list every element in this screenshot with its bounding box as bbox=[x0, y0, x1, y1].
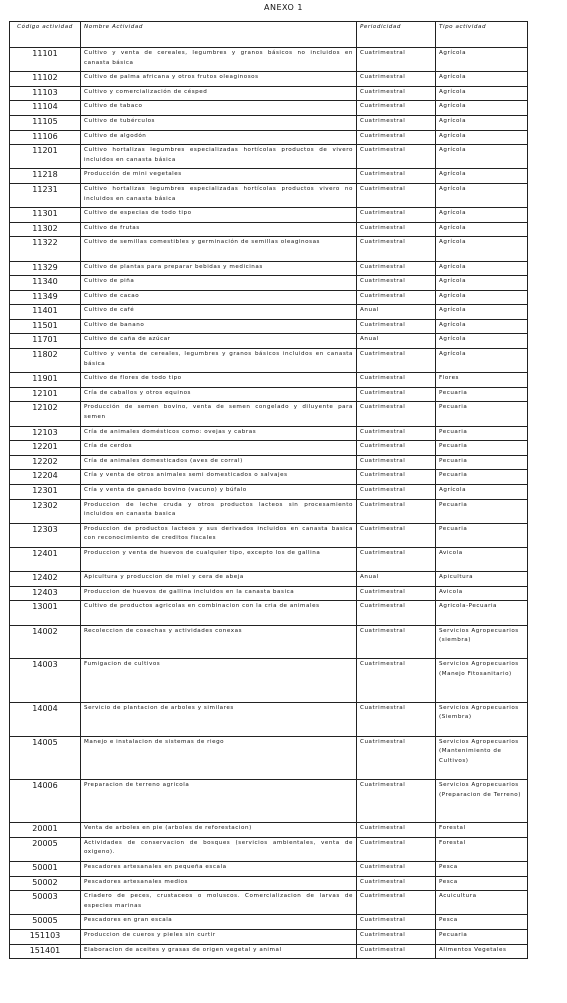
activity-name: Preparacion de terreno agricola bbox=[81, 779, 357, 822]
activity-period: Anual bbox=[357, 305, 436, 320]
activity-period: Cuatrimestral bbox=[357, 862, 436, 877]
table-row bbox=[10, 208, 528, 223]
activity-period: Cuatrimestral bbox=[357, 319, 436, 334]
table-row bbox=[10, 455, 528, 470]
activity-period: Cuatrimestral bbox=[357, 823, 436, 838]
activity-code: 11231 bbox=[10, 183, 81, 207]
table-row bbox=[10, 290, 528, 305]
table-row bbox=[10, 823, 528, 838]
activity-type: Pecuaria bbox=[436, 426, 528, 441]
activity-name: Pescadores en gran escala bbox=[81, 915, 357, 930]
activity-type: Agricola-Pecuaria bbox=[436, 601, 528, 625]
activity-code: 11101 bbox=[10, 48, 81, 72]
activity-name: Produccion de cueros y pieles sin curtir bbox=[81, 930, 357, 945]
activity-type: Agrícola bbox=[436, 305, 528, 320]
activity-code: 14002 bbox=[10, 625, 81, 659]
table-row bbox=[10, 876, 528, 891]
activity-type: Servicios Agropecuarios (Preparacion de Terreno) bbox=[436, 779, 528, 822]
activity-name: Produccion y venta de huevos de cualquier tipo, excepto los de gallina bbox=[81, 547, 357, 571]
activity-period: Cuatrimestral bbox=[357, 145, 436, 169]
activity-name: Elaboracion de aceites y grasas de origen vegetal y animal bbox=[81, 944, 357, 959]
activity-type: Agrícola bbox=[436, 334, 528, 349]
activity-name: Cría de cerdos bbox=[81, 441, 357, 456]
activity-period: Cuatrimestral bbox=[357, 891, 436, 915]
activity-code: 11329 bbox=[10, 261, 81, 276]
activity-type: Avicola bbox=[436, 586, 528, 601]
activity-type: Agrícola bbox=[436, 72, 528, 87]
table-row bbox=[10, 779, 528, 822]
activity-name: Actividades de conservacion de bosques (servicios ambientales, venta de oxigeno). bbox=[81, 837, 357, 861]
activity-name: Cultivo de plantas para preparar bebidas y medicinas bbox=[81, 261, 357, 276]
activity-name: Cultivo de palma africana y otros frutos oleaginosos bbox=[81, 72, 357, 87]
activity-period: Cuatrimestral bbox=[357, 601, 436, 625]
activity-name: Producción de semen bovino, venta de semen congelado y diluyente para semen bbox=[81, 402, 357, 426]
activity-name: Cría de caballos y otros equinos bbox=[81, 387, 357, 402]
activity-name: Cría de animales domésticos como: ovejas y cabras bbox=[81, 426, 357, 441]
activity-type: Forestal bbox=[436, 823, 528, 838]
activity-period: Cuatrimestral bbox=[357, 101, 436, 116]
activity-period: Cuatrimestral bbox=[357, 426, 436, 441]
activity-period: Cuatrimestral bbox=[357, 86, 436, 101]
activity-name: Cultivo y venta de cereales, legumbres y granos básicos incluidos en canasta básica bbox=[81, 349, 357, 373]
table-row bbox=[10, 48, 528, 72]
activity-code: 12201 bbox=[10, 441, 81, 456]
table-row bbox=[10, 625, 528, 659]
activity-period: Cuatrimestral bbox=[357, 387, 436, 402]
activity-period: Cuatrimestral bbox=[357, 48, 436, 72]
table-row bbox=[10, 402, 528, 426]
activity-code: 151401 bbox=[10, 944, 81, 959]
table-row bbox=[10, 101, 528, 116]
activity-type: Pecuaria bbox=[436, 455, 528, 470]
table-row bbox=[10, 944, 528, 959]
activity-type: Agrícola bbox=[436, 237, 528, 261]
activity-type: Pecuaria bbox=[436, 930, 528, 945]
activity-name: Cría y venta de otros animales semi domesticados o salvajes bbox=[81, 470, 357, 485]
activity-code: 11340 bbox=[10, 276, 81, 291]
activity-name: Manejo e instalacion de sistemas de riego bbox=[81, 736, 357, 779]
activity-type: Alimentos Vegetales bbox=[436, 944, 528, 959]
activity-period: Cuatrimestral bbox=[357, 402, 436, 426]
activity-code: 11401 bbox=[10, 305, 81, 320]
activity-period: Cuatrimestral bbox=[357, 373, 436, 388]
table-row bbox=[10, 547, 528, 571]
table-row bbox=[10, 183, 528, 207]
activity-code: 50002 bbox=[10, 876, 81, 891]
activity-type: Agrícola bbox=[436, 169, 528, 184]
activity-period: Cuatrimestral bbox=[357, 455, 436, 470]
activity-period: Cuatrimestral bbox=[357, 499, 436, 523]
table-row bbox=[10, 470, 528, 485]
table-row bbox=[10, 572, 528, 587]
activity-name: Cría y venta de ganado bovino (vacuno) y búfalo bbox=[81, 485, 357, 500]
activity-type: Pesca bbox=[436, 915, 528, 930]
activity-name: Criadero de peces, crustaceos o moluscos. Comercializacion de larvas de especies marinas bbox=[81, 891, 357, 915]
table-row bbox=[10, 276, 528, 291]
table-row bbox=[10, 305, 528, 320]
table-row bbox=[10, 601, 528, 625]
table-row bbox=[10, 441, 528, 456]
activity-code: 12402 bbox=[10, 572, 81, 587]
table-row bbox=[10, 523, 528, 547]
table-row bbox=[10, 659, 528, 702]
table-row bbox=[10, 145, 528, 169]
table-row bbox=[10, 426, 528, 441]
activity-code: 11501 bbox=[10, 319, 81, 334]
activity-period: Cuatrimestral bbox=[357, 261, 436, 276]
activity-code: 50001 bbox=[10, 862, 81, 877]
activity-period: Cuatrimestral bbox=[357, 659, 436, 702]
activity-type: Agrícola bbox=[436, 48, 528, 72]
activity-period: Cuatrimestral bbox=[357, 115, 436, 130]
table-row bbox=[10, 349, 528, 373]
activity-period: Cuatrimestral bbox=[357, 470, 436, 485]
table-row bbox=[10, 499, 528, 523]
activity-type: Pecuaria bbox=[436, 470, 528, 485]
activity-name: Cultivo de tabaco bbox=[81, 101, 357, 116]
activity-code: 14004 bbox=[10, 702, 81, 736]
activity-period: Cuatrimestral bbox=[357, 523, 436, 547]
activity-name: Fumigacion de cultivos bbox=[81, 659, 357, 702]
activity-code: 12202 bbox=[10, 455, 81, 470]
activity-type: Agrícola bbox=[436, 101, 528, 116]
activity-period: Cuatrimestral bbox=[357, 349, 436, 373]
activity-code: 11218 bbox=[10, 169, 81, 184]
activity-type: Acuicultura bbox=[436, 891, 528, 915]
activity-name: Recoleccion de cosechas y actividades conexas bbox=[81, 625, 357, 659]
activity-code: 12101 bbox=[10, 387, 81, 402]
header-code: Código actividad bbox=[10, 22, 81, 48]
activity-period: Cuatrimestral bbox=[357, 183, 436, 207]
activity-code: 11322 bbox=[10, 237, 81, 261]
table-row bbox=[10, 915, 528, 930]
activity-name: Cultivo de flores de todo tipo bbox=[81, 373, 357, 388]
activity-code: 12303 bbox=[10, 523, 81, 547]
table-header-row bbox=[10, 22, 528, 48]
activity-type: Servicios Agropecuarios (Siembra) bbox=[436, 702, 528, 736]
table-row bbox=[10, 891, 528, 915]
activity-type: Agrícola bbox=[436, 485, 528, 500]
activity-name: Cultivo de café bbox=[81, 305, 357, 320]
activity-period: Cuatrimestral bbox=[357, 837, 436, 861]
activity-code: 11103 bbox=[10, 86, 81, 101]
activity-code: 20005 bbox=[10, 837, 81, 861]
activity-type: Agrícola bbox=[436, 208, 528, 223]
activity-code: 11901 bbox=[10, 373, 81, 388]
activity-type: Agrícola bbox=[436, 349, 528, 373]
activity-name: Cultivo y venta de cereales, legumbres y granos básicos no incluidos en canasta básica bbox=[81, 48, 357, 72]
activity-period: Anual bbox=[357, 572, 436, 587]
activity-type: Forestal bbox=[436, 837, 528, 861]
table-row bbox=[10, 319, 528, 334]
activity-type: Pecuaria bbox=[436, 523, 528, 547]
table-row bbox=[10, 237, 528, 261]
activity-type: Pecuaria bbox=[436, 441, 528, 456]
activity-period: Cuatrimestral bbox=[357, 290, 436, 305]
activity-period: Cuatrimestral bbox=[357, 222, 436, 237]
activity-type: Pesca bbox=[436, 876, 528, 891]
activity-code: 12401 bbox=[10, 547, 81, 571]
activity-code: 11201 bbox=[10, 145, 81, 169]
activity-code: 12301 bbox=[10, 485, 81, 500]
activity-name: Cultivo hortalizas legumbres especializadas hortícolas productos de vivero incluidos en canasta básica bbox=[81, 145, 357, 169]
activity-name: Cultivo y comercialización de césped bbox=[81, 86, 357, 101]
table-row bbox=[10, 862, 528, 877]
activity-name: Cultivo de banano bbox=[81, 319, 357, 334]
activity-name: Pescadores artesanales medios bbox=[81, 876, 357, 891]
activity-type: Agrícola bbox=[436, 145, 528, 169]
table-row bbox=[10, 169, 528, 184]
activity-period: Cuatrimestral bbox=[357, 72, 436, 87]
header-type: Tipo actividad bbox=[436, 22, 528, 48]
activity-code: 12204 bbox=[10, 470, 81, 485]
activity-period: Cuatrimestral bbox=[357, 736, 436, 779]
activity-code: 50003 bbox=[10, 891, 81, 915]
activity-name: Producción de mini vegetales bbox=[81, 169, 357, 184]
activity-period: Cuatrimestral bbox=[357, 586, 436, 601]
table-row bbox=[10, 222, 528, 237]
table-row bbox=[10, 72, 528, 87]
activity-type: Servicios Agropecuarios (siembra) bbox=[436, 625, 528, 659]
activity-period: Cuatrimestral bbox=[357, 944, 436, 959]
activity-type: Agrícola bbox=[436, 290, 528, 305]
activity-period: Cuatrimestral bbox=[357, 547, 436, 571]
activity-name: Produccion de huevos de gallina incluidos en la canasta basica bbox=[81, 586, 357, 601]
activity-code: 14006 bbox=[10, 779, 81, 822]
activity-type: Servicios Agropecuarios (Mantenimiento de Cultivos) bbox=[436, 736, 528, 779]
activity-table bbox=[9, 21, 528, 959]
activity-period: Cuatrimestral bbox=[357, 779, 436, 822]
activity-code: 11105 bbox=[10, 115, 81, 130]
activity-type: Agrícola bbox=[436, 222, 528, 237]
table-row bbox=[10, 130, 528, 145]
activity-type: Pesca bbox=[436, 862, 528, 877]
activity-code: 12302 bbox=[10, 499, 81, 523]
activity-code: 11802 bbox=[10, 349, 81, 373]
table-row bbox=[10, 702, 528, 736]
activity-code: 11102 bbox=[10, 72, 81, 87]
activity-name: Cultivo de caña de azúcar bbox=[81, 334, 357, 349]
header-name: Nombre Actividad bbox=[81, 22, 357, 48]
activity-type: Pecuaria bbox=[436, 402, 528, 426]
activity-period: Cuatrimestral bbox=[357, 702, 436, 736]
activity-name: Servicio de plantacion de arboles y similares bbox=[81, 702, 357, 736]
activity-name: Apicultura y produccion de miel y cera de abeja bbox=[81, 572, 357, 587]
activity-code: 12102 bbox=[10, 402, 81, 426]
activity-type: Agrícola bbox=[436, 130, 528, 145]
table-row bbox=[10, 115, 528, 130]
activity-code: 12403 bbox=[10, 586, 81, 601]
activity-code: 151103 bbox=[10, 930, 81, 945]
table-row bbox=[10, 586, 528, 601]
activity-name: Produccion de leche cruda y otros productos lacteos sin procesamiento incluidos en canasta basica bbox=[81, 499, 357, 523]
activity-name: Venta de arboles en pie (arboles de reforestacion) bbox=[81, 823, 357, 838]
activity-type: Servicios Agropecuarios (Manejo Fitosanitario) bbox=[436, 659, 528, 702]
activity-period: Cuatrimestral bbox=[357, 930, 436, 945]
activity-code: 11104 bbox=[10, 101, 81, 116]
document-title: ANEXO 1 bbox=[264, 3, 303, 12]
activity-type: Agrícola bbox=[436, 183, 528, 207]
activity-name: Cultivo de especias de todo tipo bbox=[81, 208, 357, 223]
activity-type: Pecuaria bbox=[436, 499, 528, 523]
activity-period: Anual bbox=[357, 334, 436, 349]
table-row bbox=[10, 334, 528, 349]
activity-name: Cultivo de piña bbox=[81, 276, 357, 291]
activity-code: 20001 bbox=[10, 823, 81, 838]
activity-period: Cuatrimestral bbox=[357, 625, 436, 659]
activity-period: Cuatrimestral bbox=[357, 915, 436, 930]
table-row bbox=[10, 736, 528, 779]
activity-name: Produccion de productos lacteos y sus derivados incluidos en canasta basica con reconocimiento de creditos fiscales bbox=[81, 523, 357, 547]
activity-code: 12103 bbox=[10, 426, 81, 441]
activity-period: Cuatrimestral bbox=[357, 237, 436, 261]
activity-code: 11301 bbox=[10, 208, 81, 223]
activity-type: Agrícola bbox=[436, 261, 528, 276]
header-period: Periodicidad bbox=[357, 22, 436, 48]
table-row bbox=[10, 373, 528, 388]
table-row bbox=[10, 837, 528, 861]
activity-code: 14005 bbox=[10, 736, 81, 779]
activity-code: 11106 bbox=[10, 130, 81, 145]
table-row bbox=[10, 387, 528, 402]
activity-name: Cultivo hortalizas legumbres especializadas hortícolas productos vivero no incluidos en canasta básica bbox=[81, 183, 357, 207]
activity-period: Cuatrimestral bbox=[357, 441, 436, 456]
activity-period: Cuatrimestral bbox=[357, 876, 436, 891]
table-row bbox=[10, 485, 528, 500]
activity-type: Pecuaria bbox=[436, 387, 528, 402]
activity-code: 11349 bbox=[10, 290, 81, 305]
activity-period: Cuatrimestral bbox=[357, 169, 436, 184]
activity-type: Apicultura bbox=[436, 572, 528, 587]
activity-type: Agrícola bbox=[436, 86, 528, 101]
activity-code: 11701 bbox=[10, 334, 81, 349]
activity-code: 13001 bbox=[10, 601, 81, 625]
activity-name: Cultivo de semillas comestibles y germinación de semillas oleaginosas bbox=[81, 237, 357, 261]
activity-code: 11302 bbox=[10, 222, 81, 237]
activity-name: Pescadores artesanales en pequeña escala bbox=[81, 862, 357, 877]
activity-name: Cultivo de cacao bbox=[81, 290, 357, 305]
activity-code: 14003 bbox=[10, 659, 81, 702]
activity-period: Cuatrimestral bbox=[357, 276, 436, 291]
table-row bbox=[10, 86, 528, 101]
activity-name: Cultivo de productos agricolas en combinacion con la cria de animales bbox=[81, 601, 357, 625]
table-row bbox=[10, 930, 528, 945]
table-row bbox=[10, 261, 528, 276]
activity-type: Agrícola bbox=[436, 115, 528, 130]
activity-type: Flores bbox=[436, 373, 528, 388]
activity-name: Cultivo de frutas bbox=[81, 222, 357, 237]
activity-period: Cuatrimestral bbox=[357, 485, 436, 500]
activity-type: Avicola bbox=[436, 547, 528, 571]
activity-name: Cría de animales domesticados (aves de corral) bbox=[81, 455, 357, 470]
activity-type: Agrícola bbox=[436, 319, 528, 334]
activity-code: 50005 bbox=[10, 915, 81, 930]
activity-name: Cultivo de tubérculos bbox=[81, 115, 357, 130]
activity-period: Cuatrimestral bbox=[357, 208, 436, 223]
activity-period: Cuatrimestral bbox=[357, 130, 436, 145]
activity-name: Cultivo de algodón bbox=[81, 130, 357, 145]
activity-type: Agrícola bbox=[436, 276, 528, 291]
